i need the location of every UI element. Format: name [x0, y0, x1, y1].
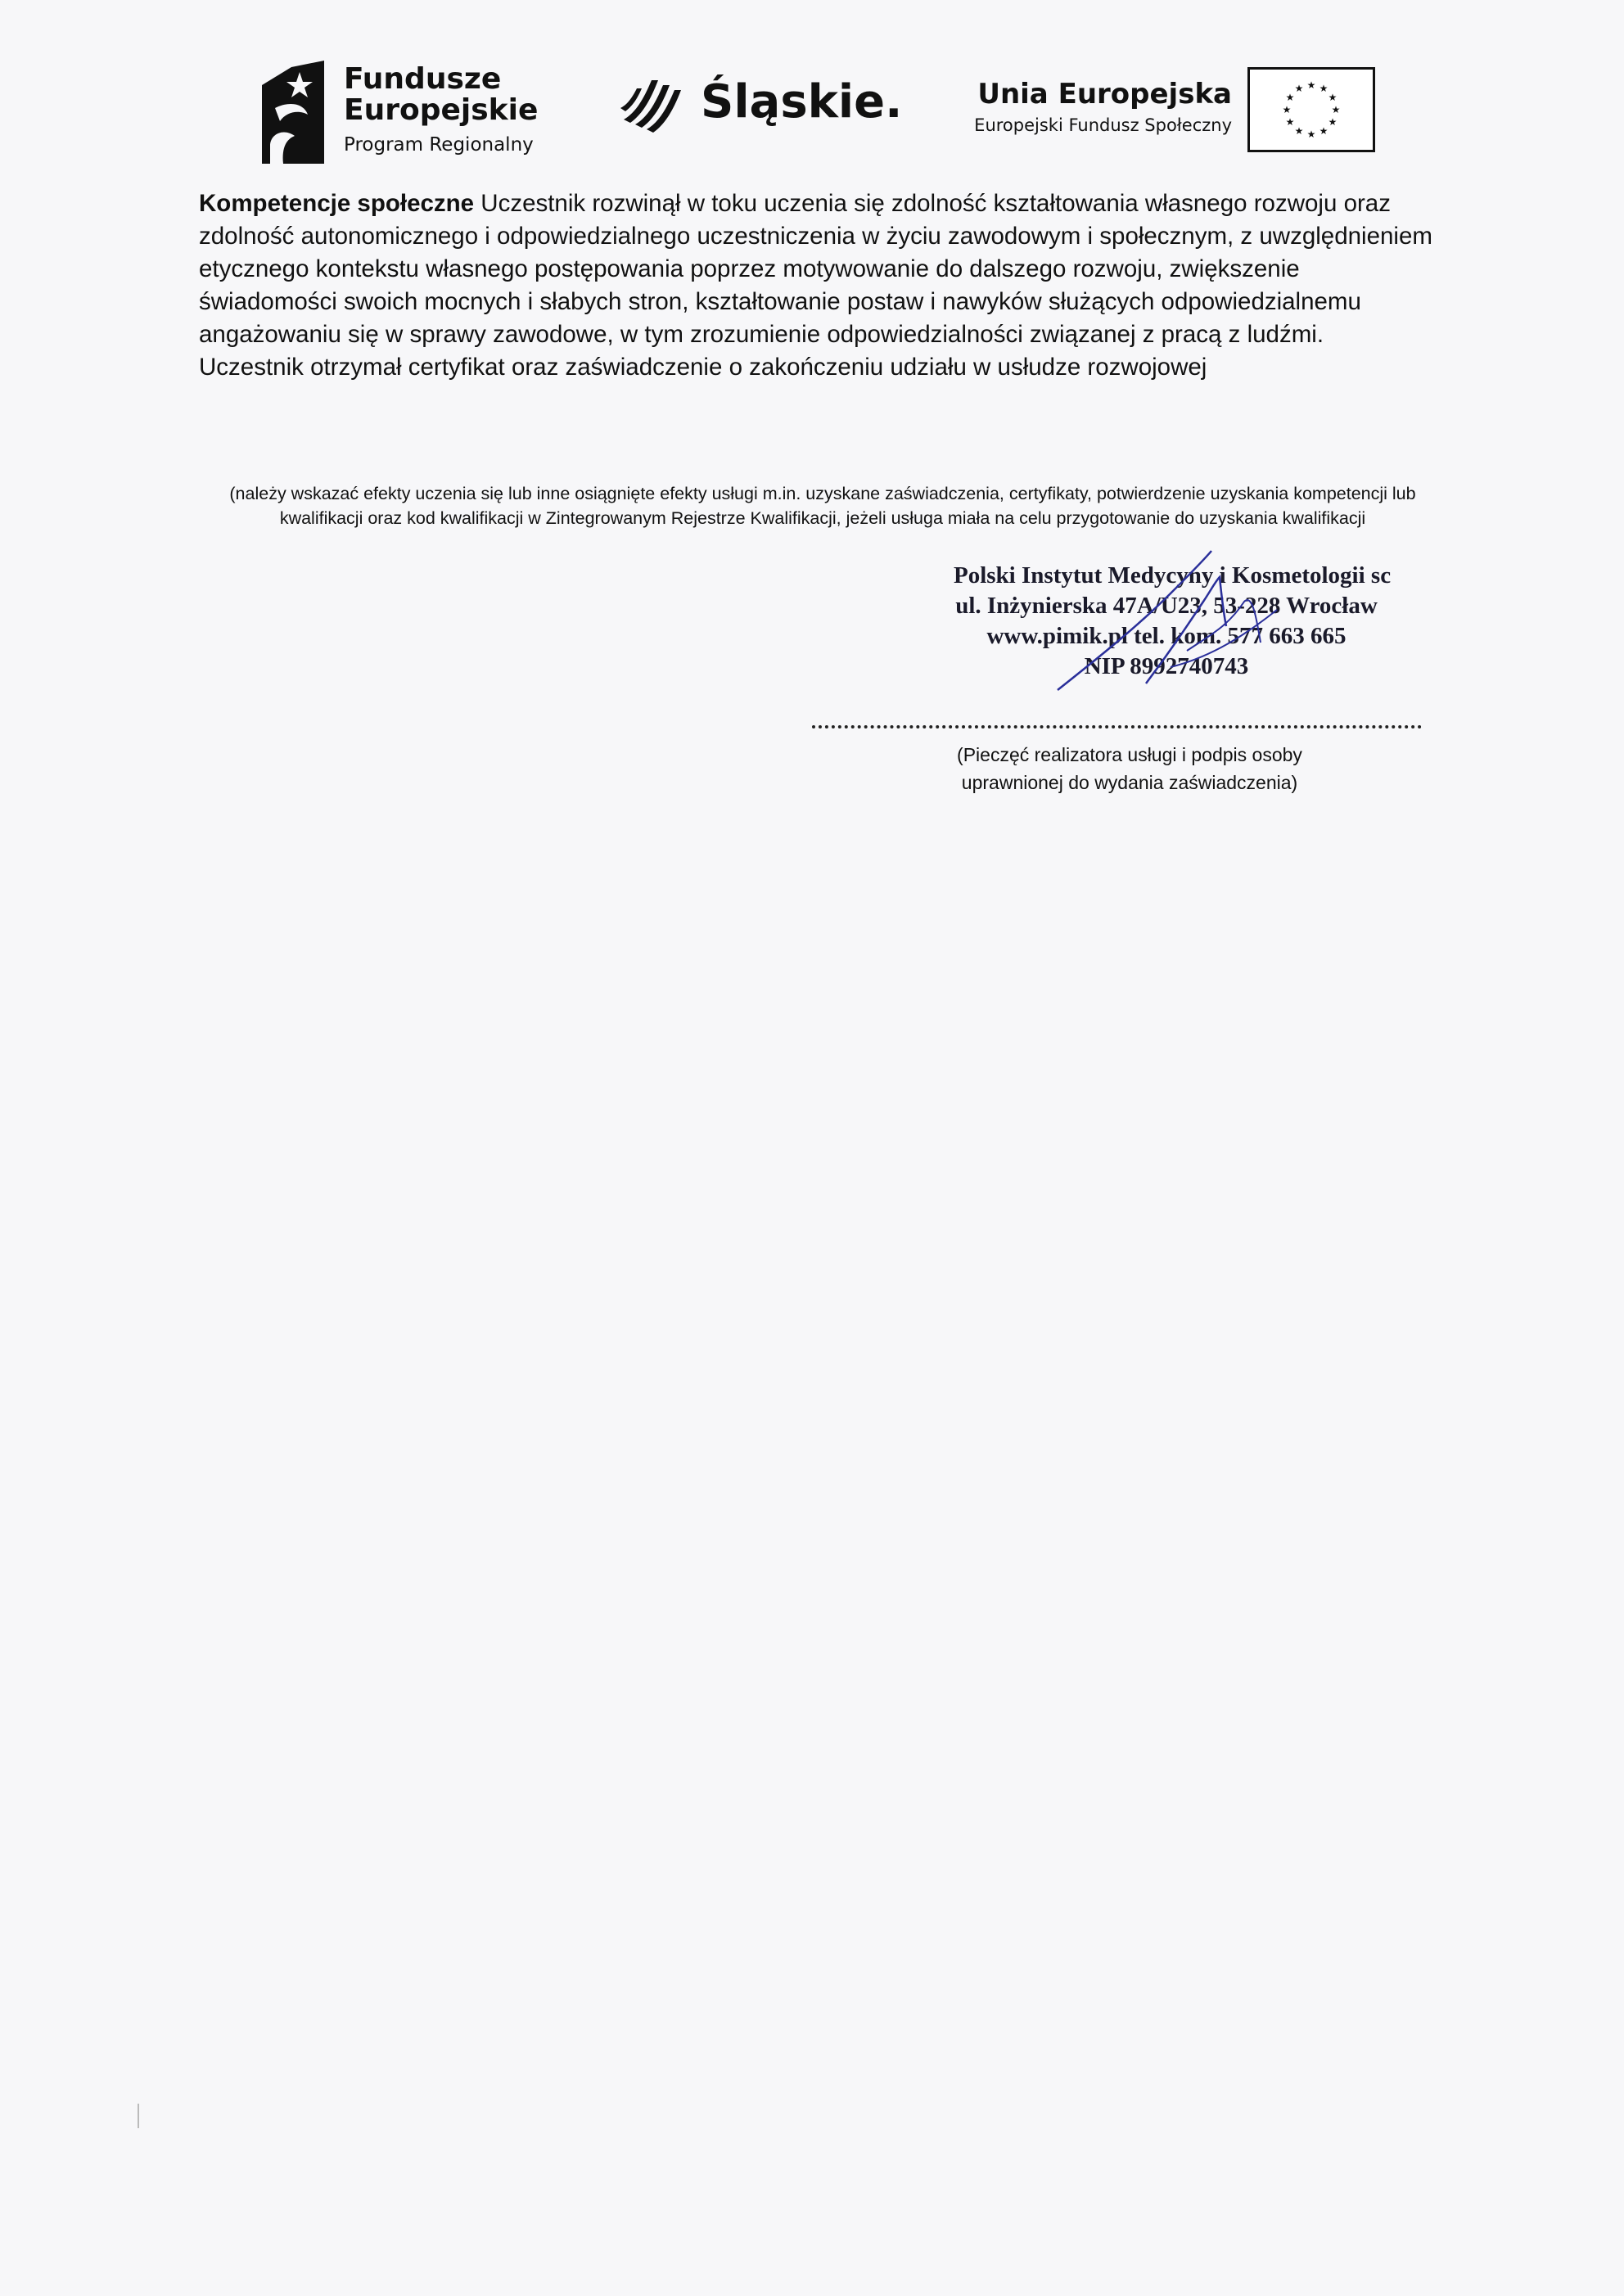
stamp-nip: NIP 8992740743	[1084, 653, 1249, 679]
scan-mark	[138, 2104, 139, 2128]
eu-star-icon: ★	[1294, 83, 1304, 94]
stamp-company-name: Polski Instytut Medycyny i Kosmetologii sc	[954, 562, 1392, 589]
eu-star-icon: ★	[1294, 125, 1304, 137]
competences-heading: Kompetencje społeczne	[199, 190, 475, 217]
unia-europejska-logo	[925, 64, 1383, 162]
stamp-address: ul. Inżynierska 47A/U23, 53-228 Wrocław	[955, 593, 1378, 619]
signature-line	[812, 712, 1422, 728]
europejskie-text: Europejskie	[344, 93, 539, 127]
eu-star-icon: ★	[1319, 125, 1329, 137]
competences-text: Uczestnik rozwinął w toku uczenia się zdolność kształtowania własnego rozwoju oraz zdolność autonomicznego i odpowiedzialnego uczestniczenia w życiu zawodowym i społecznym, z uwzględnieniem etycznego kontekstu własnego postępowania poprzez motywowanie do dalszego rozwoju, zwiększenie świadomości swoich mocnych i słabych stron, kształtowanie postaw i nawyków służących odpowiedzialnemu angażowaniu się w sprawy zawodowe, w tym zrozumienie odpowiedzialności związanej z pracą z ludźmi.	[199, 190, 1432, 348]
efs-text: Europejski Fundusz Społeczny	[974, 115, 1232, 135]
fundusze-europejskie-logo	[259, 61, 553, 167]
eu-star-icon: ★	[1285, 116, 1295, 128]
eu-star-icon: ★	[1285, 92, 1295, 103]
fundusze-europejskie-emblem-icon	[259, 61, 327, 164]
certificate-text: Uczestnik otrzymał certyfikat oraz zaświadczenie o zakończeniu udziału w usłudze rozwojowej	[199, 354, 1207, 381]
eu-star-icon: ★	[1319, 83, 1329, 94]
competences-paragraph	[199, 187, 1443, 351]
slaskie-text: Śląskie.	[701, 75, 903, 129]
competences-section	[199, 187, 1443, 384]
stamp-contact: www.pimik.pl tel. kom. 577 663 665	[986, 623, 1347, 649]
instruction-note: (należy wskazać efekty uczenia się lub inne osiągnięte efekty usługi m.in. uzyskane zaświadczenia, certyfikaty, potwierdzenie uzyskania kompetencji lub kwalifikacji oraz kod kwalifikacji w Zintegrowanym Rejestrze Kwalifikacji, jeżeli usługa miała na celu przygotowanie do uzyskania kwalifikacji	[229, 484, 1416, 528]
eu-star-icon: ★	[1328, 116, 1338, 128]
eu-star-icon: ★	[1331, 104, 1341, 115]
handwritten-signature	[1048, 544, 1293, 700]
slaskie-logo	[619, 67, 903, 141]
unia-europejska-text: Unia Europejska	[977, 78, 1232, 111]
eu-star-icon: ★	[1328, 92, 1338, 103]
eu-star-icon: ★	[1306, 79, 1316, 91]
eu-star-icon: ★	[1306, 129, 1316, 140]
program-regionalny-text: Program Regionalny	[344, 134, 534, 156]
eu-flag-icon	[1247, 67, 1375, 152]
signature-caption: (Pieczęć realizatora usługi i podpis osoby uprawnionej do wydania zaświadczenia)	[957, 744, 1302, 793]
slaskie-stripes-icon	[619, 72, 689, 134]
fundusze-text: Fundusze	[344, 62, 502, 96]
eu-star-icon: ★	[1282, 104, 1292, 115]
